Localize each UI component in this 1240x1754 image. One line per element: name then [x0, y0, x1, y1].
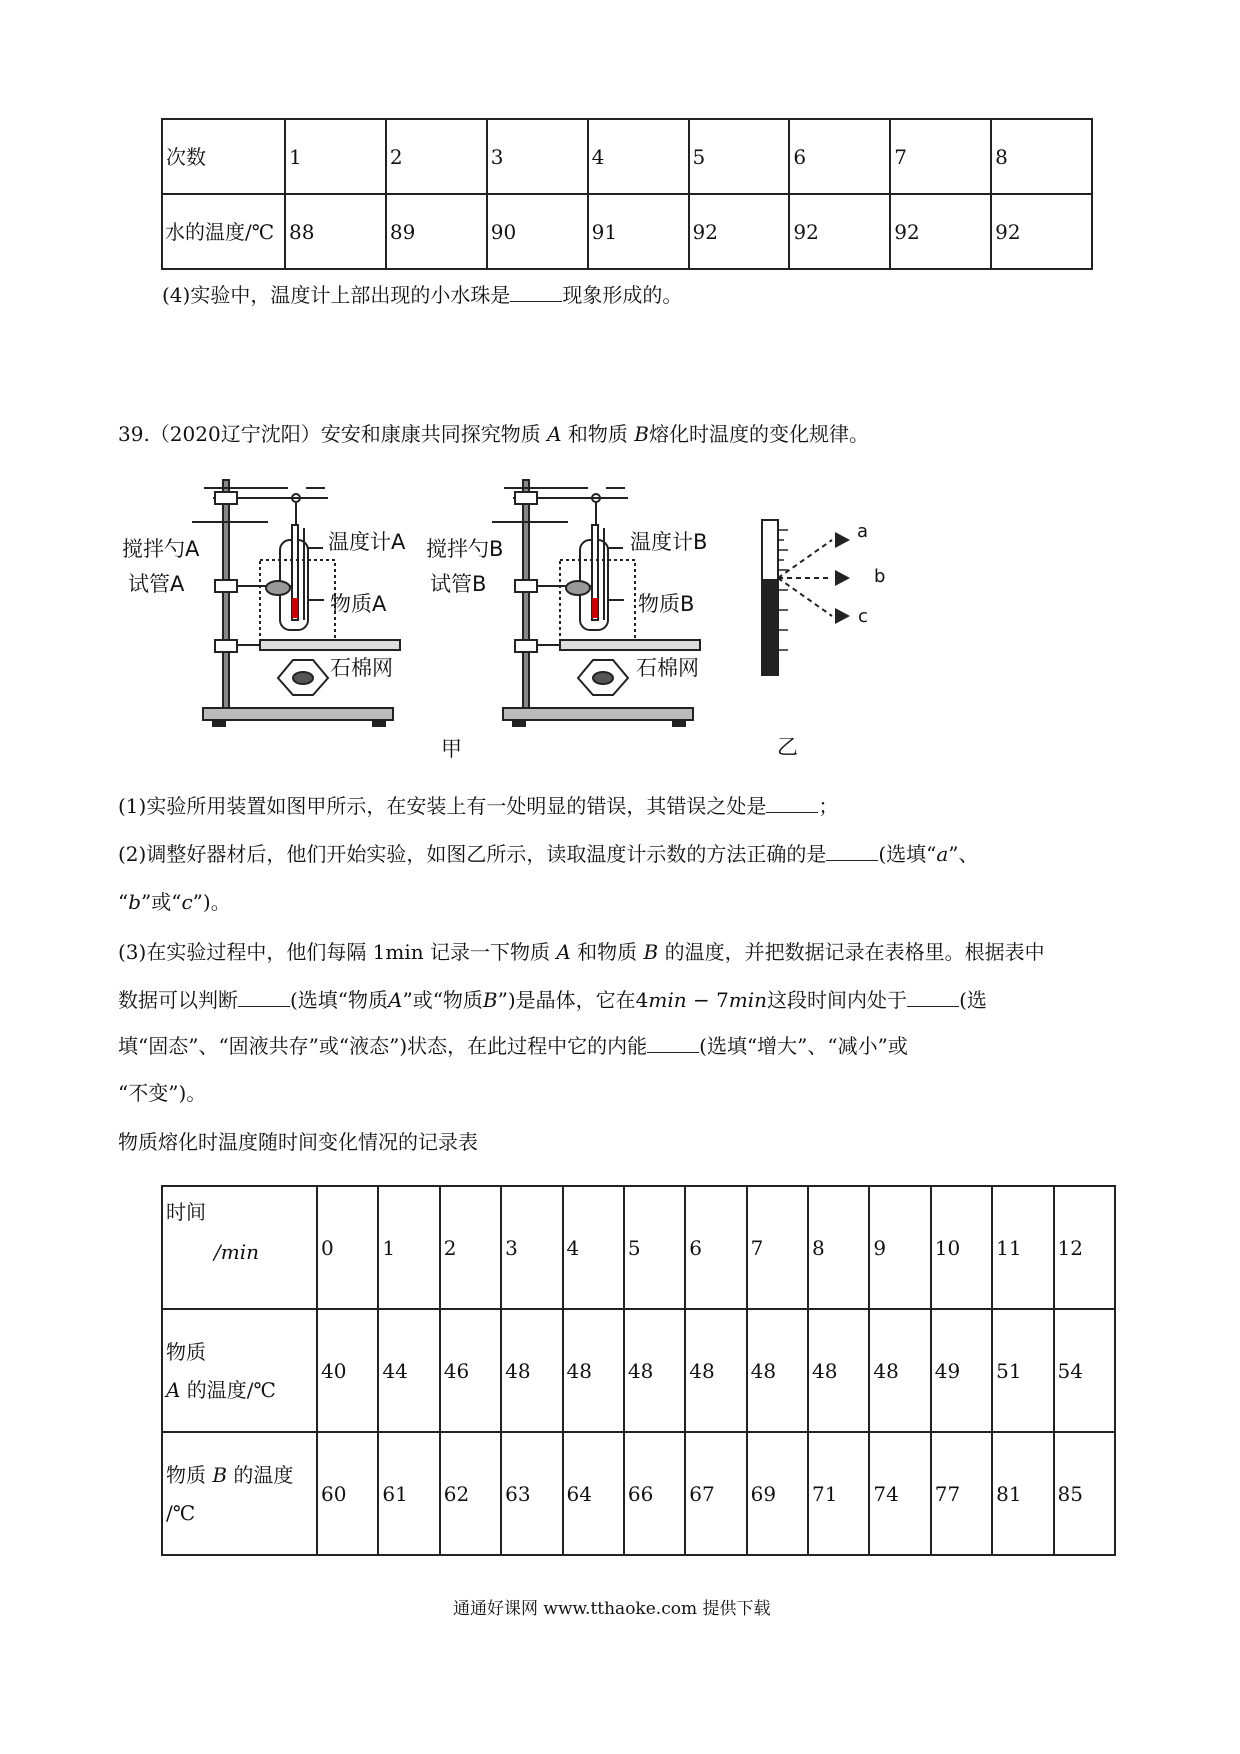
table1-header-cell: 8	[991, 119, 1092, 194]
subquestion-2-line2: “𝑏”或“𝑐”)。	[118, 890, 231, 914]
subquestion-3-text: 数据可以判断	[118, 988, 238, 1012]
time-cell: 0	[317, 1186, 378, 1309]
subquestion-3-text-end: (选	[959, 988, 987, 1012]
subquestion-2-line1	[118, 839, 979, 869]
a-temp-cell: 49	[931, 1309, 992, 1432]
label-stir-a: 搅拌勺A	[122, 537, 200, 561]
table1-cell: 92	[890, 194, 991, 269]
b-temp-cell: 67	[685, 1432, 746, 1555]
question-4-text: (4)实验中，温度计上部出现的小水珠是	[162, 283, 511, 307]
question-39-title-mid: 和物质	[567, 422, 628, 446]
water-temp-table	[161, 118, 1093, 270]
figure-jia	[118, 470, 758, 770]
table-caption: 物质熔化时温度随时间变化情况的记录表	[118, 1130, 478, 1154]
answer-blank	[647, 1034, 699, 1053]
eye-icon	[835, 532, 850, 624]
label-tube-b: 试管B	[430, 572, 487, 596]
table1-header-cell: 6	[789, 119, 890, 194]
b-temp-cell: 69	[747, 1432, 808, 1555]
subquestion-3-line4: “不变”)。	[118, 1081, 207, 1105]
label-thermo-a: 温度计A	[328, 530, 406, 554]
time-cell: 6	[685, 1186, 746, 1309]
subquestion-2-options: (选填“𝑎”、	[878, 842, 979, 866]
b-temp-cell: 71	[808, 1432, 869, 1555]
table1-cell: 88	[285, 194, 386, 269]
table1-header-cell: 7	[890, 119, 991, 194]
table1-row-label: 水的温度/℃	[162, 194, 285, 269]
time-cell: 1	[378, 1186, 439, 1309]
b-temp-cell: 62	[440, 1432, 501, 1555]
time-header	[162, 1186, 317, 1309]
b-temp-cell: 85	[1054, 1432, 1116, 1555]
a-temp-cell: 48	[501, 1309, 562, 1432]
question-4-text-end: 现象形成的。	[562, 283, 683, 307]
label-net-b: 石棉网	[636, 656, 699, 680]
melting-record-table	[161, 1185, 1116, 1556]
subquestion-1-end: ；	[818, 794, 839, 818]
time-cell: 12	[1054, 1186, 1116, 1309]
subquestion-1-text: (1)实验所用装置如图甲所示，在安装上有一处明显的错误，其错误之处是	[118, 794, 767, 818]
table1-cell: 89	[386, 194, 487, 269]
a-temp-cell: 46	[440, 1309, 501, 1432]
subquestion-3-line3	[118, 1031, 908, 1061]
variable-b: B	[634, 422, 649, 446]
page-footer: 通通好课网 www.tthaoke.com 提供下载	[453, 1599, 771, 1619]
a-temp-cell: 48	[624, 1309, 685, 1432]
question-4	[162, 280, 682, 310]
b-temp-cell: 64	[563, 1432, 624, 1555]
a-temp-cell: 48	[747, 1309, 808, 1432]
substance-a-header-line2: 𝐴 的温度/℃	[166, 1377, 276, 1402]
table1-cell: 92	[991, 194, 1092, 269]
table1-cell: 90	[487, 194, 588, 269]
table1-header-cell: 3	[487, 119, 588, 194]
a-temp-cell: 48	[808, 1309, 869, 1432]
time-cell: 3	[501, 1186, 562, 1309]
label-stir-b: 搅拌勺B	[426, 537, 504, 561]
time-cell: 8	[808, 1186, 869, 1309]
table1-header-cell: 5	[689, 119, 790, 194]
caption-jia: 甲	[441, 737, 462, 761]
time-header-label: 时间	[166, 1200, 206, 1224]
time-header-unit: /𝑚𝑖𝑛	[214, 1240, 259, 1264]
question-39-title-end: 熔化时温度的变化规律。	[648, 422, 869, 446]
a-temp-cell: 40	[317, 1309, 378, 1432]
question-39-title	[118, 419, 869, 449]
time-cell: 9	[869, 1186, 930, 1309]
a-temp-cell: 48	[563, 1309, 624, 1432]
b-temp-cell: 66	[624, 1432, 685, 1555]
time-cell: 7	[747, 1186, 808, 1309]
answer-blank	[238, 988, 290, 1007]
b-temp-cell: 61	[378, 1432, 439, 1555]
subquestion-3-text-mid: (选填“物质𝐴”或“物质𝐵”)是晶体，它在4𝑚𝑖𝑛 − 7𝑚𝑖𝑛这段时间内处于	[290, 988, 908, 1012]
table1-cell: 92	[789, 194, 890, 269]
subquestion-3-line3-end: (选填“增大”、“减小”或	[699, 1034, 908, 1058]
variable-a: A	[547, 422, 562, 446]
b-temp-cell: 60	[317, 1432, 378, 1555]
a-temp-cell: 48	[869, 1309, 930, 1432]
figure-yi	[740, 510, 900, 690]
answer-blank	[766, 794, 818, 813]
a-temp-cell: 51	[992, 1309, 1053, 1432]
a-temp-cell: 44	[378, 1309, 439, 1432]
subquestion-3-line3-text: 填“固态”、“固液共存”或“液态”)状态，在此过程中它的内能	[118, 1034, 648, 1058]
b-temp-cell: 74	[869, 1432, 930, 1555]
subquestion-2-text: (2)调整好器材后，他们开始实验，如图乙所示，读取温度计示数的方法正确的是	[118, 842, 827, 866]
b-temp-cell: 63	[501, 1432, 562, 1555]
time-cell: 4	[563, 1186, 624, 1309]
reading-label-a: a	[857, 521, 869, 542]
table1-header-label: 次数	[162, 119, 285, 194]
reading-label-c: c	[858, 606, 868, 627]
subquestion-3-line1: (3)在实验过程中，他们每隔 1min 记录一下物质 𝐴 和物质 𝐵 的温度，并把数据记录在表格里。根据表中	[118, 940, 1045, 964]
a-temp-cell: 48	[685, 1309, 746, 1432]
answer-blank	[826, 842, 878, 861]
substance-a-header-line1: 物质	[166, 1339, 206, 1364]
time-cell: 11	[992, 1186, 1053, 1309]
subquestion-3-line2	[118, 985, 987, 1015]
substance-b-header-line2: /℃	[166, 1500, 196, 1525]
table1-cell: 91	[588, 194, 689, 269]
reading-label-b: b	[874, 566, 886, 587]
time-cell: 5	[624, 1186, 685, 1309]
question-39-title-text: 39.（2020辽宁沈阳）安安和康康共同探究物质	[118, 422, 541, 446]
a-temp-cell: 54	[1054, 1309, 1116, 1432]
time-cell: 2	[440, 1186, 501, 1309]
b-temp-cell: 77	[931, 1432, 992, 1555]
table1-cell: 92	[689, 194, 790, 269]
subquestion-1	[118, 791, 838, 821]
label-tube-a: 试管A	[128, 572, 185, 596]
answer-blank	[510, 283, 562, 302]
label-net-a: 石棉网	[330, 656, 393, 680]
table1-header-cell: 4	[588, 119, 689, 194]
label-substance-a: 物质A	[330, 592, 387, 616]
time-cell: 10	[931, 1186, 992, 1309]
label-thermo-b: 温度计B	[630, 530, 708, 554]
b-temp-cell: 81	[992, 1432, 1053, 1555]
table1-header-cell: 2	[386, 119, 487, 194]
table1-header-cell: 1	[285, 119, 386, 194]
label-substance-b: 物质B	[638, 592, 695, 616]
answer-blank	[907, 988, 959, 1007]
substance-b-header-line1: 物质 𝐵 的温度	[166, 1462, 294, 1487]
substance-a-header	[162, 1309, 317, 1432]
substance-b-header	[162, 1432, 317, 1555]
caption-yi: 乙	[777, 735, 798, 759]
